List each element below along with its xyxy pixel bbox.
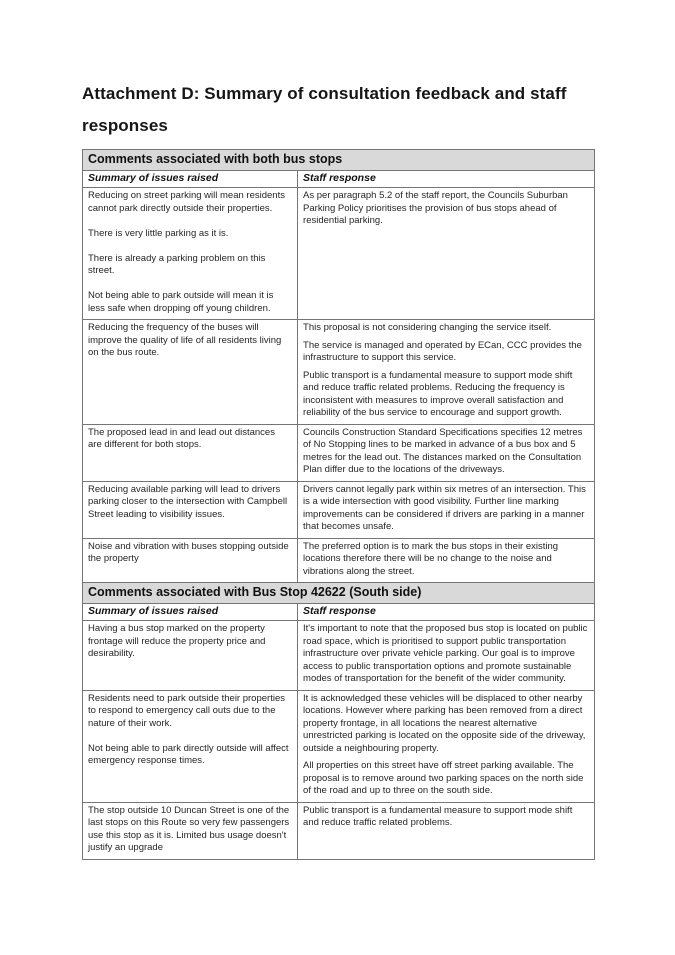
column-header-label: Staff response <box>298 171 595 188</box>
paragraph: The proposed lead in and lead out distances are different for both stops. <box>88 426 275 450</box>
paragraph: All properties on this street have off street parking available. The proposal is to remove around two parking spaces on the north side of the road and up to three on the south side. <box>303 760 584 796</box>
paragraph: The preferred option is to mark the bus stops in their existing locations therefore there will be no change to the noise and vibrations along the street. <box>303 540 559 577</box>
column-header-label: Summary of issues raised <box>83 604 298 621</box>
paragraph: Public transport is a fundamental measure to support mode shift and reduce traffic related problems. Reducing the frequency is inconsistent with measures to improve overall satisfaction and reliability of the bus service to encourage and support growth. <box>303 369 573 418</box>
section-header-label: Comments associated with Bus Stop 42622 (South side) <box>83 583 595 604</box>
paragraph: The stop outside 10 Duncan Street is one of the last stops on this Route so very few passengers use this stop as it is. Limited bus usage doesn't justify an upgrade <box>88 804 290 853</box>
issue-cell <box>83 538 298 583</box>
table-row <box>83 538 595 583</box>
paragraph: The service is managed and operated by ECan, CCC provides the infrastructure to support this service. <box>303 339 582 363</box>
table-row <box>83 802 595 859</box>
paragraph: It is acknowledged these vehicles will be displaced to other nearby locations. However where parking has been removed from a direct property frontage, in all locations the nearest alternative unrestricted parking is located on the opposite side of the driveway, outside a neighbouring property. <box>303 692 586 754</box>
paragraph: As per paragraph 5.2 of the staff report, the Councils Suburban Parking Policy prioritises the provision of bus stops ahead of residential parking. <box>303 190 568 226</box>
response-cell <box>298 481 595 538</box>
response-cell <box>298 188 595 320</box>
table-row <box>83 481 595 538</box>
issue-cell <box>83 621 298 691</box>
paragraph: Not being able to park directly outside will affect emergency response times. <box>88 742 289 766</box>
column-header-row <box>83 171 595 188</box>
paragraph: This proposal is not considering changing the service itself. <box>303 322 552 333</box>
feedback-table-body <box>83 150 595 860</box>
table-row <box>83 188 595 320</box>
issue-cell <box>83 690 298 802</box>
document-content <box>82 78 595 860</box>
paragraph: Drivers cannot legally park within six metres of an intersection. This is a wide intersection with good visibility. Further line marking improvements can be considered if drivers are parking in a manner that becomes unsafe. <box>303 483 586 532</box>
paragraph: Residents need to park outside their properties to respond to emergency call outs due to the nature of their work. <box>88 692 285 729</box>
table-row <box>83 690 595 802</box>
section-header-label: Comments associated with both bus stops <box>83 150 595 171</box>
column-header-label: Staff response <box>298 604 595 621</box>
paragraph: Public transport is a fundamental measure to support mode shift and reduce traffic related problems. <box>303 804 573 828</box>
table-row <box>83 621 595 691</box>
column-header-label: Summary of issues raised <box>83 171 298 188</box>
response-cell <box>298 424 595 481</box>
issue-cell <box>83 481 298 538</box>
paragraph: Reducing on street parking will mean residents cannot park directly outside their properties. <box>88 190 285 214</box>
issue-cell <box>83 424 298 481</box>
response-cell <box>298 538 595 583</box>
paragraph: There is already a parking problem on this street. <box>88 252 266 276</box>
paragraph: It's important to note that the proposed bus stop is located on public road space, which is prioritised to support public transportation infrastructure over private vehicle parking. Our goal is to improve access to public transportation options and promote sustainable modes of transportation for the benefit of the wider community. <box>303 623 588 684</box>
paragraph: Having a bus stop marked on the property frontage will reduce the property price and desirability. <box>88 623 266 659</box>
issue-cell <box>83 188 298 320</box>
response-cell <box>298 802 595 859</box>
section-header-row <box>83 150 595 171</box>
page-title: Attachment D: Summary of consultation feedback and staff responses <box>82 84 567 135</box>
column-header-row <box>83 604 595 621</box>
issue-cell <box>83 802 298 859</box>
feedback-table <box>82 149 595 860</box>
table-row <box>83 424 595 481</box>
paragraph: Not being able to park outside will mean it is less safe when dropping off young children. <box>88 290 274 314</box>
response-cell <box>298 320 595 425</box>
paragraph: There is very little parking as it is. <box>88 227 229 239</box>
paragraph: Reducing the frequency of the buses will improve the quality of life of all residents living on the bus route. <box>88 322 282 358</box>
issue-cell <box>83 320 298 425</box>
paragraph: Reducing available parking will lead to drivers parking closer to the intersection with Campbell Street leading to visibility issues. <box>88 483 288 520</box>
paragraph: Councils Construction Standard Specifications specifies 12 metres of No Stopping lines to be marked in advance of a bus box and 5 metres for the lead out. The distances marked on the Consultation Plan differ due to the locations of the driveways. <box>303 426 583 475</box>
response-cell <box>298 690 595 802</box>
section-header-row <box>83 583 595 604</box>
table-row <box>83 320 595 425</box>
paragraph: Noise and vibration with buses stopping outside the property <box>88 540 289 564</box>
response-cell <box>298 621 595 691</box>
